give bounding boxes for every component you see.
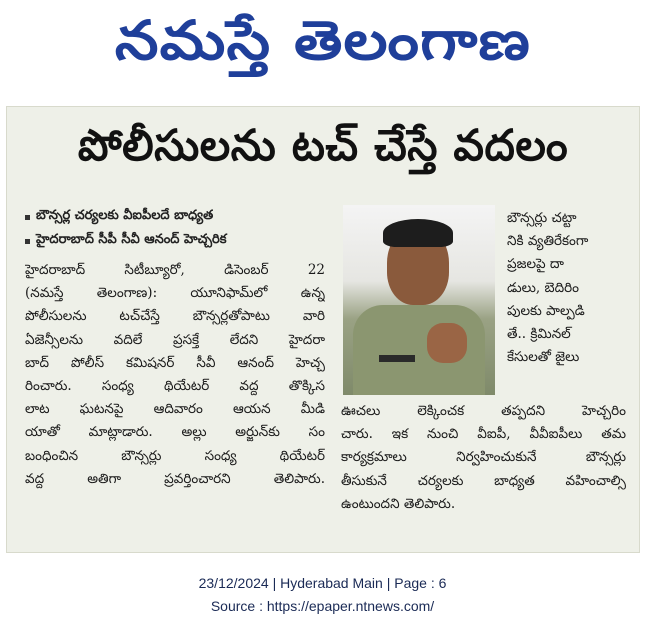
article-column-2 <box>507 207 622 369</box>
bullet-icon <box>25 239 30 244</box>
source-link[interactable]: Source : https://epaper.ntnews.com/ <box>210 598 435 614</box>
photo-nameplate <box>379 355 415 362</box>
photo-hair <box>383 219 453 247</box>
body-line: ప్రజలపై దా <box>507 256 564 273</box>
bullet-item <box>25 205 325 229</box>
body-line: చారు. ఇక నుంచి వీఐపీ, వీవీఐపీలు తమ <box>341 426 626 443</box>
body-line: ఉంటుందని తెలిపారు. <box>341 495 456 512</box>
masthead <box>0 0 645 95</box>
photo-hand <box>427 323 467 363</box>
body-line: తే.. క్రిమినల్ <box>507 325 571 342</box>
body-line: తీసుకునే చర్యలకు బాధ్యత వహించాల్సి <box>341 472 626 489</box>
body-line: హైదరాబాద్ సిటీబ్యూరో, డిసెంబర్ 22 <box>25 262 325 278</box>
body-line: యాతో మాట్లాడారు. అల్లు అర్జున్‌కు సం <box>25 424 325 441</box>
body-line: కార్యక్రమాలు నిర్వహించుకునే బౌన్సర్లు <box>341 449 626 466</box>
body-line: నికి వ్యతిరేకంగా <box>507 233 589 250</box>
body-line: పులకు పాల్పడి <box>507 302 585 319</box>
bullet-list <box>25 205 325 253</box>
body-line: వద్ద అతిగా ప్రవర్తించారని తెలిపారు. <box>25 470 325 487</box>
headline: పోలీసులను టచ్ చేస్తే వదలం <box>77 121 569 171</box>
article-column-1 <box>25 259 325 491</box>
body-line: పోలీసులను టచ్‌చేస్తే బౌన్సర్లతోపాటు వారి <box>25 308 325 325</box>
article-column-3 <box>341 400 626 516</box>
news-clipping <box>6 106 640 553</box>
body-line: లాట ఘటనపై ఆదివారం ఆయన మీడి <box>25 401 325 418</box>
body-line: ఏజెన్సీలను వదిలే ప్రసక్తే లేదని హైదరా <box>25 331 325 348</box>
article-photo <box>343 205 495 395</box>
bullet-item <box>25 229 325 253</box>
edition-info: 23/12/2024 | Hyderabad Main | Page : 6 <box>198 575 447 591</box>
bullet-text: బౌన్సర్ల చర్యలకు వీఐపీలదే బాధ్యత <box>36 208 214 223</box>
body-line: రించారు. సంధ్య థియేటర్ వద్ద తొక్కిస <box>25 377 325 394</box>
masthead-logo: నమస్తే తెలంగాణ <box>114 9 531 72</box>
body-line: కేసులతో జైలు <box>507 349 580 366</box>
body-line: బాద్ పోలీస్ కమిషనర్ సీవీ ఆనంద్ హెచ్చ <box>25 354 325 371</box>
bullet-icon <box>25 215 30 220</box>
body-line: బంధించిన బౌన్సర్లు సంధ్య థియేటర్ <box>25 447 325 464</box>
body-line: డులు, బెదిరిం <box>507 279 579 296</box>
body-line: బౌన్సర్లు చట్టా <box>507 210 577 226</box>
body-line: ఊచలు లెక్కించక తప్పదని హెచ్చరిం <box>341 403 626 419</box>
bullet-text: హైదరాబాద్ సీపీ సీవీ ఆనంద్ హెచ్చరిక <box>36 232 227 247</box>
body-line: (నమస్తే తెలంగాణ): యూనిఫామ్‌లో ఉన్న <box>25 285 325 302</box>
